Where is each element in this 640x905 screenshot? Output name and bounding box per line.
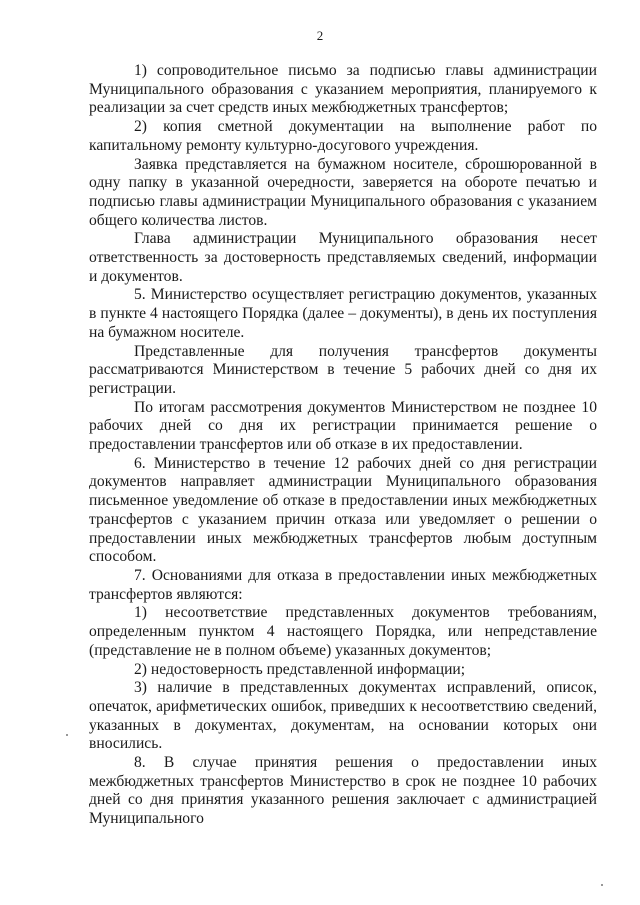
paragraph-decision: По итогам рассмотрения документов Министерством не позднее 10 рабочих дней со дня их регистрации принимается решение о предоставлении трансфертов или об отказе в их предоставлении. [89, 398, 597, 454]
paragraph-refusal-reason-1: 1) несоответствие представленных документов требованиям, определенным пунктом 4 настоящего Порядка, или непредставление (представление не в полном объеме) указанных документов; [89, 604, 597, 659]
paragraph-item-7: 7. Основаниями для отказа в предоставлении иных межбюджетных трансфертов являются: [89, 566, 597, 603]
document-body [89, 62, 597, 829]
page-number: 2 [316, 28, 324, 43]
paragraph-head-responsibility: Глава администрации Муниципального образования несет ответственность за достоверность представляемых сведений, информации и документов. [89, 230, 597, 285]
paragraph-cover-letter: 1) сопроводительное письмо за подписью главы администрации Муниципального образования с указанием мероприятия, планируемого к реализации за счет средств иных межбюджетных трансфертов; [89, 62, 597, 117]
paragraph-application-format: Заявка представляется на бумажном носителе, сброшюрованной в одну папку в указанной очередности, заверяется на обороте печатью и подписью главы администрации Муниципального образования с указанием общего количества листов. [89, 155, 597, 229]
scan-speck [601, 884, 603, 886]
paragraph-item-6: 6. Министерство в течение 12 рабочих дней со дня регистрации документов направляет администрации Муниципального образования письменное уведомление об отказе в предоставлении иных межбюджетных трансфертов с указанием причин отказа или уведомляет о решении о предоставлении иных межбюджетных трансфертов любым доступным способом. [89, 454, 597, 566]
paragraph-review-period: Представленные для получения трансфертов документы рассматриваются Министерством в течение 5 рабочих дней со дня их регистрации. [89, 342, 597, 397]
scan-speck [66, 734, 68, 736]
paragraph-refusal-reason-3: 3) наличие в представленных документах исправлений, описок, опечаток, арифметических ошибок, приведших к несоответствию сведений, указанных в документах, документам, на основании которых они вносились. [89, 679, 597, 753]
paragraph-estimate-copy: 2) копия сметной документации на выполнение работ по капитальному ремонту культурно-досугового учреждения. [89, 118, 597, 154]
paragraph-item-5: 5. Министерство осуществляет регистрацию документов, указанных в пункте 4 настоящего Порядка (далее – документы), в день их поступления на бумажном носителе. [89, 286, 597, 341]
paragraph-refusal-reason-2: 2) недостоверность представленной информации; [134, 660, 466, 678]
paragraph-item-8: 8. В случае принятия решения о предоставлении иных межбюджетных трансфертов Министерство в срок не позднее 10 рабочих дней со дня принятия указанного решения заключает с администрацией Муниципального [89, 754, 597, 828]
